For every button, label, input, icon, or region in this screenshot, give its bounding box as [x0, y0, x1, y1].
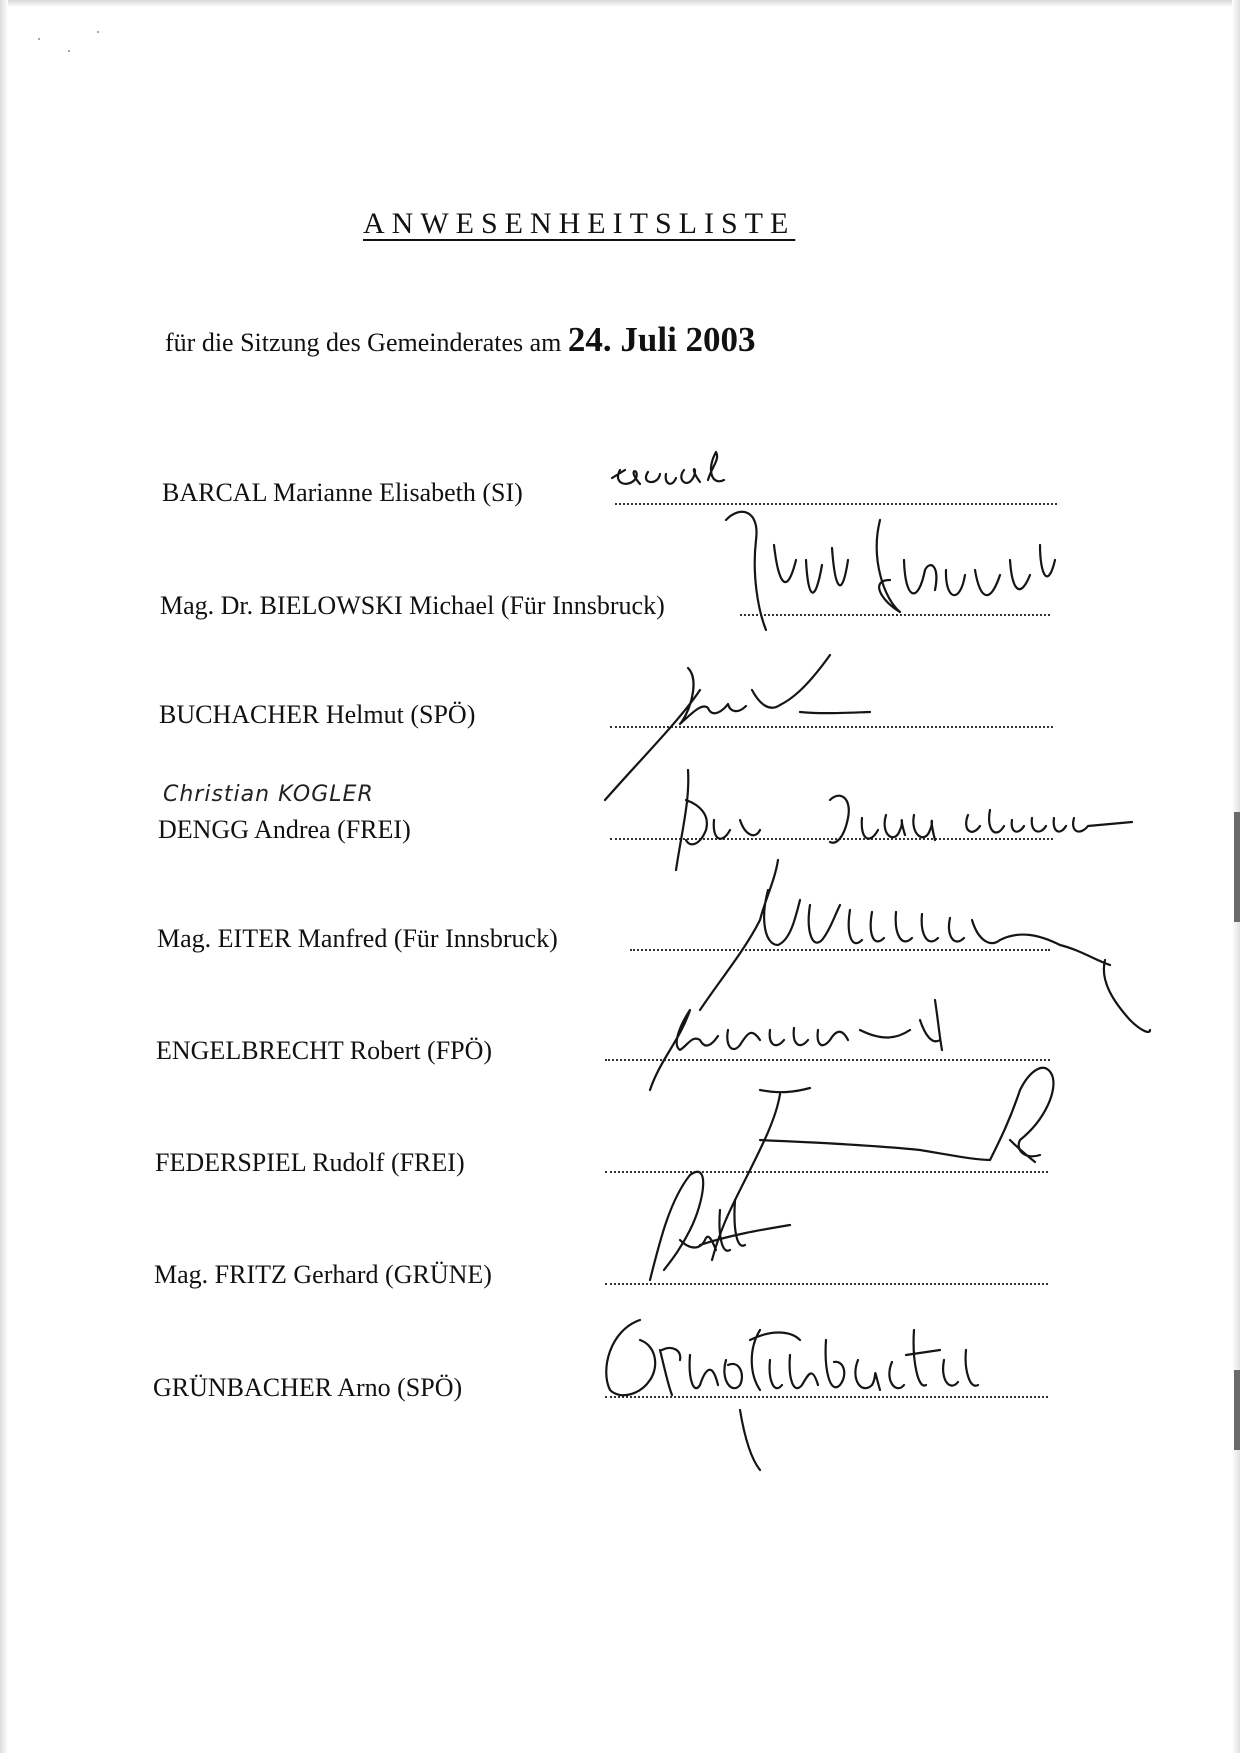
- scan-speck: [97, 31, 99, 33]
- member-name: Mag. FRITZ Gerhard (GRÜNE): [154, 1260, 492, 1289]
- signature-line: [610, 726, 1053, 728]
- member-name: BARCAL Marianne Elisabeth (SI): [162, 478, 523, 507]
- member-name: ENGELBRECHT Robert (FPÖ): [156, 1036, 493, 1065]
- member-name: Mag. EITER Manfred (Für Innsbruck): [157, 924, 558, 953]
- signature-line: [615, 503, 1057, 505]
- member-name: Mag. Dr. BIELOWSKI Michael (Für Innsbruck): [160, 591, 665, 620]
- member-name: FEDERSPIEL Rudolf (FREI): [155, 1148, 465, 1177]
- member-name: BUCHACHER Helmut (SPÖ): [159, 700, 476, 729]
- signature-line: [605, 1059, 1050, 1061]
- handwritten-note: Christian KOGLER: [163, 782, 374, 807]
- session-date: 24. Juli 2003: [567, 320, 756, 359]
- signature-barcal: [612, 452, 724, 484]
- signature-line: [605, 1171, 1048, 1173]
- signature-eiter: [700, 860, 1150, 1032]
- scan-edge-mark: [1234, 1370, 1240, 1450]
- session-subtitle: [165, 320, 756, 360]
- scan-edge-mark: [1234, 812, 1240, 922]
- document-title: ANWESENHEITSLISTE: [363, 207, 796, 240]
- signature-engelbrecht: [650, 1000, 942, 1090]
- signature-bielowski: [726, 512, 1055, 630]
- subtitle-prefix: für die Sitzung des Gemeinderates am: [165, 328, 562, 357]
- scan-speck: [38, 38, 40, 40]
- signature-dengg: [676, 770, 1132, 870]
- scan-edge-left: [0, 0, 8, 1753]
- signature-line: [605, 1396, 1048, 1398]
- signature-fritz: [650, 1172, 790, 1280]
- member-name: DENGG Andrea (FREI): [158, 815, 411, 844]
- scan-edge-top: [0, 0, 1240, 7]
- member-name: GRÜNBACHER Arno (SPÖ): [153, 1373, 463, 1402]
- signature-line: [630, 949, 1050, 951]
- scan-speck: [68, 50, 70, 52]
- signature-line: [740, 614, 1050, 616]
- signature-line: [605, 1283, 1048, 1285]
- signature-line: [610, 838, 1053, 840]
- signature-gruenbacher: [606, 1320, 978, 1470]
- signature-federspiel: [712, 1068, 1053, 1260]
